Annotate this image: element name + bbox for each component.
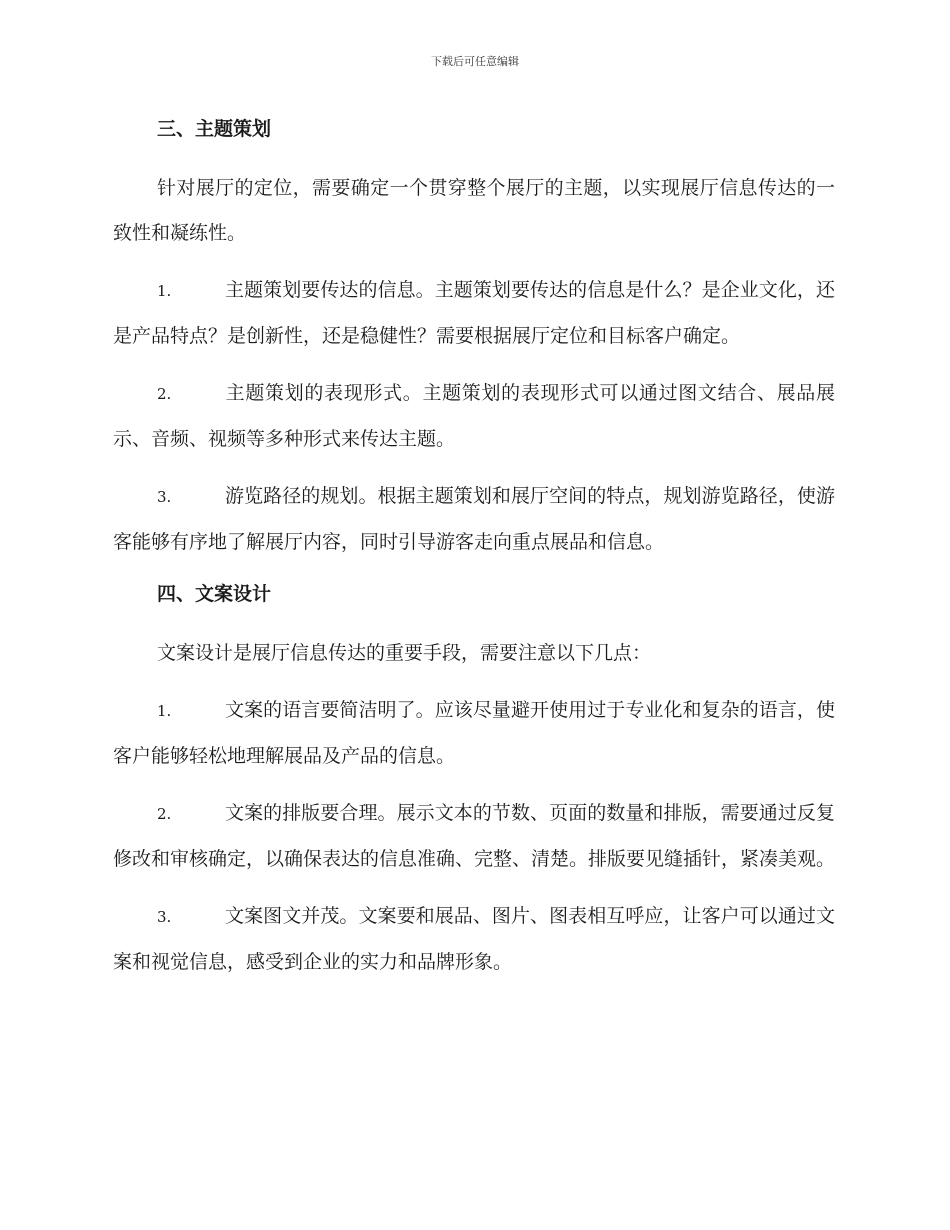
list-item-number: 1. [157,702,172,720]
document-body [113,112,835,997]
list-item [113,688,835,779]
list-item [113,894,835,985]
section-heading-copywriting: 四、文案设计 [157,583,272,605]
list-item-number: 3. [157,488,172,506]
list-item [113,791,835,882]
list-item-text: 文案的排版要合理。展示文本的节数、页面的数量和排版，需要通过反复修改和审核确定，以确保表达的信息准确、完整、清楚。排版要见缝插针，紧凑美观。 [113,802,836,870]
list-item-number: 2. [157,385,172,403]
section-intro-theme: 针对展厅的定位，需要确定一个贯穿整个展厅的主题，以实现展厅信息传达的一致性和凝练性。 [113,177,835,244]
list-item-number: 1. [157,282,172,300]
list-item-number: 2. [157,805,172,823]
list-item-text: 文案图文并茂。文案要和展品、图片、图表相互呼应，让客户可以通过文案和视觉信息，感受到企业的实力和品牌形象。 [113,905,835,973]
list-item-text: 主题策划要传达的信息。主题策划要传达的信息是什么？是企业文化，还是产品特点？是创新性，还是稳健性？需要根据展厅定位和目标客户确定。 [113,279,835,347]
section-heading-theme: 三、主题策划 [157,118,272,140]
section-intro-copywriting: 文案设计是展厅信息传达的重要手段，需要注意以下几点： [157,642,652,664]
list-item-text: 游览路径的规划。根据主题策划和展厅空间的特点，规划游览路径，使游客能够有序地了解展厅内容，同时引导游客走向重点展品和信息。 [113,485,835,553]
list-item [113,474,835,565]
list-item-text: 主题策划的表现形式。主题策划的表现形式可以通过图文结合、展品展示、音频、视频等多种形式来传达主题。 [113,382,835,450]
list-item-text: 文案的语言要简洁明了。应该尽量避开使用过于专业化和复杂的语言，使客户能够轻松地理解展品及产品的信息。 [113,699,835,767]
list-item [113,371,835,462]
header-note: 下载后可任意编辑 [431,55,519,68]
list-item [113,268,835,359]
list-item-number: 3. [157,908,172,926]
